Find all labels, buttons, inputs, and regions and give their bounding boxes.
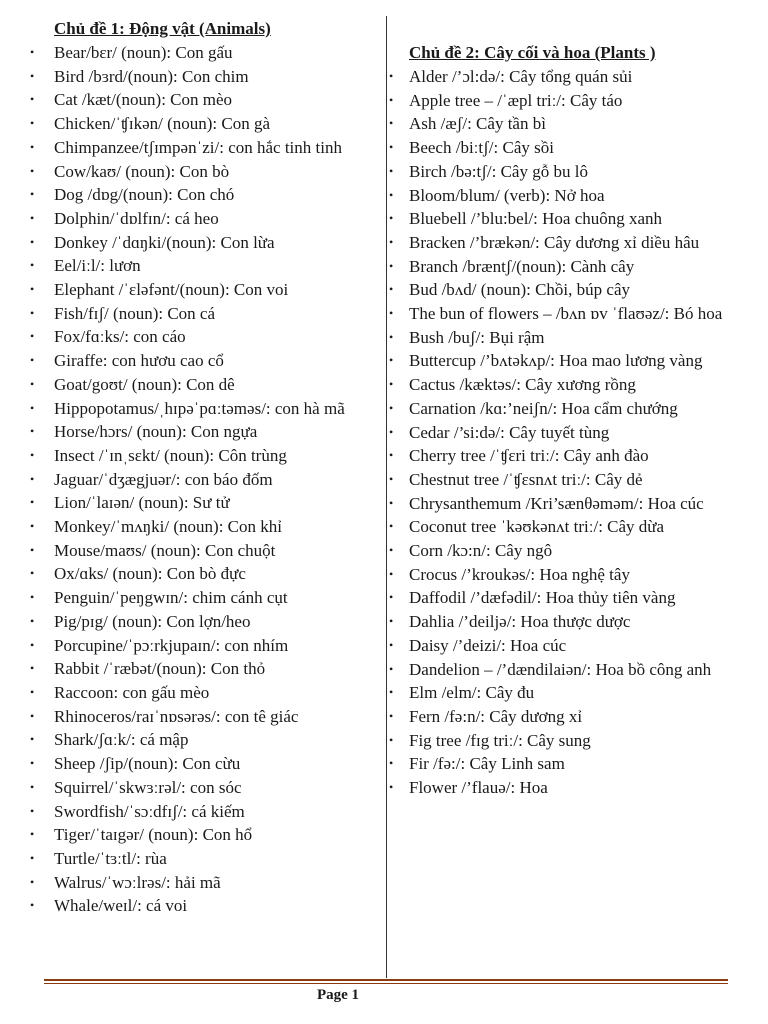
animal-item: • Ox/ɑks/ (noun): Con bò đực bbox=[30, 562, 382, 586]
animal-item: • Lion/ˈlaɪən/ (noun): Sư tử bbox=[30, 491, 382, 515]
animal-item: • Walrus/ˈwɔːlrəs/: hải mã bbox=[30, 871, 382, 895]
plant-item: • Dandelion – /’dændilaiən/: Hoa bồ công anh bbox=[389, 658, 729, 682]
animal-item: • Chicken/ˈʧɪkən/ (noun): Con gà bbox=[30, 112, 382, 136]
footer-rule-thin bbox=[44, 983, 728, 984]
plant-item: • Dahlia /’deiljə/: Hoa thược dược bbox=[389, 610, 729, 634]
animal-item: • Mouse/maʊs/ (noun): Con chuột bbox=[30, 539, 382, 563]
plant-item: • Fir /fə:/: Cây Linh sam bbox=[389, 752, 729, 776]
column-divider bbox=[386, 16, 387, 978]
animal-item: • Dog /dɒg/(noun): Con chó bbox=[30, 183, 382, 207]
animal-item: • Pig/pɪg/ (noun): Con lợn/heo bbox=[30, 610, 382, 634]
animal-item: • Bear/bɛr/ (noun): Con gấu bbox=[30, 41, 382, 65]
animal-item: • Fish/fɪʃ/ (noun): Con cá bbox=[30, 302, 382, 326]
plant-item: • Ash /æʃ/: Cây tần bì bbox=[389, 112, 729, 136]
plant-item: • Flower /’flauə/: Hoa bbox=[389, 776, 729, 800]
plant-item: • Carnation /kɑ:’neiʃn/: Hoa cẩm chướng bbox=[389, 397, 729, 421]
animal-item: • Elephant /ˈɛləfənt/(noun): Con voi bbox=[30, 278, 382, 302]
animal-item: • Horse/hɔrs/ (noun): Con ngựa bbox=[30, 420, 382, 444]
plant-item: • Alder /’ɔl:də/: Cây tổng quán sủi bbox=[389, 65, 729, 89]
plant-item: • Branch /bræntʃ/(noun): Cành cây bbox=[389, 255, 729, 279]
animal-item: • Fox/fɑːks/: con cáo bbox=[30, 325, 382, 349]
animal-item: • Tiger/ˈtaɪgər/ (noun): Con hổ bbox=[30, 823, 382, 847]
plant-item: • The bun of flowers – /bʌn ɒv ˈflaʊəz/: Bó hoa bbox=[389, 302, 729, 326]
animal-item: • Cat /kæt/(noun): Con mèo bbox=[30, 88, 382, 112]
animal-item: • Cow/kaʊ/ (noun): Con bò bbox=[30, 160, 382, 184]
plant-item: • Bloom/blum/ (verb): Nở hoa bbox=[389, 184, 729, 208]
plant-item: • Bluebell /’blu:bel/: Hoa chuông xanh bbox=[389, 207, 729, 231]
plants-list bbox=[389, 65, 729, 800]
plant-item: • Corn /kɔ:n/: Cây ngô bbox=[389, 539, 729, 563]
plant-item: • Bush /buʃ/: Bụi rậm bbox=[389, 326, 729, 350]
footer-rule bbox=[44, 979, 728, 981]
plant-item: • Beech /biːtʃ/: Cây sồi bbox=[389, 136, 729, 160]
plant-item: • Birch /bə:tʃ/: Cây gỗ bu lô bbox=[389, 160, 729, 184]
plant-item: • Elm /elm/: Cây đu bbox=[389, 681, 729, 705]
animal-item: • Squirrel/ˈskwɜːrəl/: con sóc bbox=[30, 776, 382, 800]
animal-item: • Hippopotamus/ˌhɪpəˈpɑːtəməs/: con hà mã bbox=[30, 397, 382, 421]
animal-item: • Porcupine/ˈpɔːrkjupaɪn/: con nhím bbox=[30, 634, 382, 658]
animal-item: • Jaguar/ˈdʒægjuər/: con báo đốm bbox=[30, 468, 382, 492]
animal-item: • Shark/ʃɑːk/: cá mập bbox=[30, 728, 382, 752]
animal-item: • Swordfish/ˈsɔːdfɪʃ/: cá kiếm bbox=[30, 800, 382, 824]
plant-item: • Fern /fə:n/: Cây dương xỉ bbox=[389, 705, 729, 729]
plant-item: • Bracken /’brækən/: Cây dương xỉ diều hâu bbox=[389, 231, 729, 255]
plant-item: • Buttercup /’bʌtəkʌp/: Hoa mao lương vàng bbox=[389, 349, 729, 373]
animal-item: • Goat/goʊt/ (noun): Con dê bbox=[30, 373, 382, 397]
animal-item: • Eel/iːl/: lươn bbox=[30, 254, 382, 278]
animal-item: • Whale/weɪl/: cá voi bbox=[30, 894, 382, 918]
plant-item: • Bud /bʌd/ (noun): Chồi, búp cây bbox=[389, 278, 729, 302]
animal-item: • Monkey/ˈmʌŋki/ (noun): Con khỉ bbox=[30, 515, 382, 539]
animal-item: • Rabbit /ˈræbət/(noun): Con thỏ bbox=[30, 657, 382, 681]
animal-item: • Insect /ˈɪnˌsɛkt/ (noun): Côn trùng bbox=[30, 444, 382, 468]
plant-item: • Chestnut tree /ˈʧɛsnʌt triː/: Cây dẻ bbox=[389, 468, 729, 492]
page-number: Page 1 bbox=[316, 987, 360, 1003]
animals-list bbox=[30, 41, 382, 918]
animal-item: • Raccoon: con gấu mèo bbox=[30, 681, 382, 705]
animal-item: • Bird /bɜrd/(noun): Con chim bbox=[30, 65, 382, 89]
animal-item: • Chimpanzee/tʃɪmpənˈzi/: con hắc tinh tinh bbox=[30, 136, 382, 160]
plant-item: • Cedar /’si:də/: Cây tuyết tùng bbox=[389, 421, 729, 445]
plant-item: • Crocus /’kroukəs/: Hoa nghệ tây bbox=[389, 563, 729, 587]
animals-column bbox=[30, 0, 382, 918]
animal-item: • Sheep /ʃip/(noun): Con cừu bbox=[30, 752, 382, 776]
animals-heading: Chủ đề 1: Động vật (Animals) bbox=[54, 19, 271, 38]
animal-item: • Dolphin/ˈdɒlfɪn/: cá heo bbox=[30, 207, 382, 231]
animal-item: • Giraffe: con hươu cao cổ bbox=[30, 349, 382, 373]
animal-item: • Donkey /ˈdɑŋki/(noun): Con lừa bbox=[30, 231, 382, 255]
animal-item: • Rhinoceros/raɪˈnɒsərəs/: con tê giác bbox=[30, 705, 382, 729]
plant-item: • Daisy /’deizi/: Hoa cúc bbox=[389, 634, 729, 658]
plant-item: • Daffodil /’dæfədil/: Hoa thủy tiên vàng bbox=[389, 586, 729, 610]
plant-item: • Cactus /kæktəs/: Cây xương rồng bbox=[389, 373, 729, 397]
animal-item: • Penguin/ˈpeŋgwɪn/: chim cánh cụt bbox=[30, 586, 382, 610]
plants-column bbox=[389, 0, 729, 800]
animal-item: • Turtle/ˈtɜːtl/: rùa bbox=[30, 847, 382, 871]
plant-item: • Fig tree /fɪg triː/: Cây sung bbox=[389, 729, 729, 753]
plant-item: • Cherry tree /ˈʧɛri triː/: Cây anh đào bbox=[389, 444, 729, 468]
plant-item: • Chrysanthemum /Kri’sænθəməm/: Hoa cúc bbox=[389, 492, 729, 516]
plant-item: • Apple tree – /ˈæpl triː/: Cây táo bbox=[389, 89, 729, 113]
plants-heading: Chủ đề 2: Cây cối và hoa (Plants ) bbox=[409, 43, 656, 62]
plant-item: • Coconut tree ˈkəʊkənʌt triː/: Cây dừa bbox=[389, 515, 729, 539]
